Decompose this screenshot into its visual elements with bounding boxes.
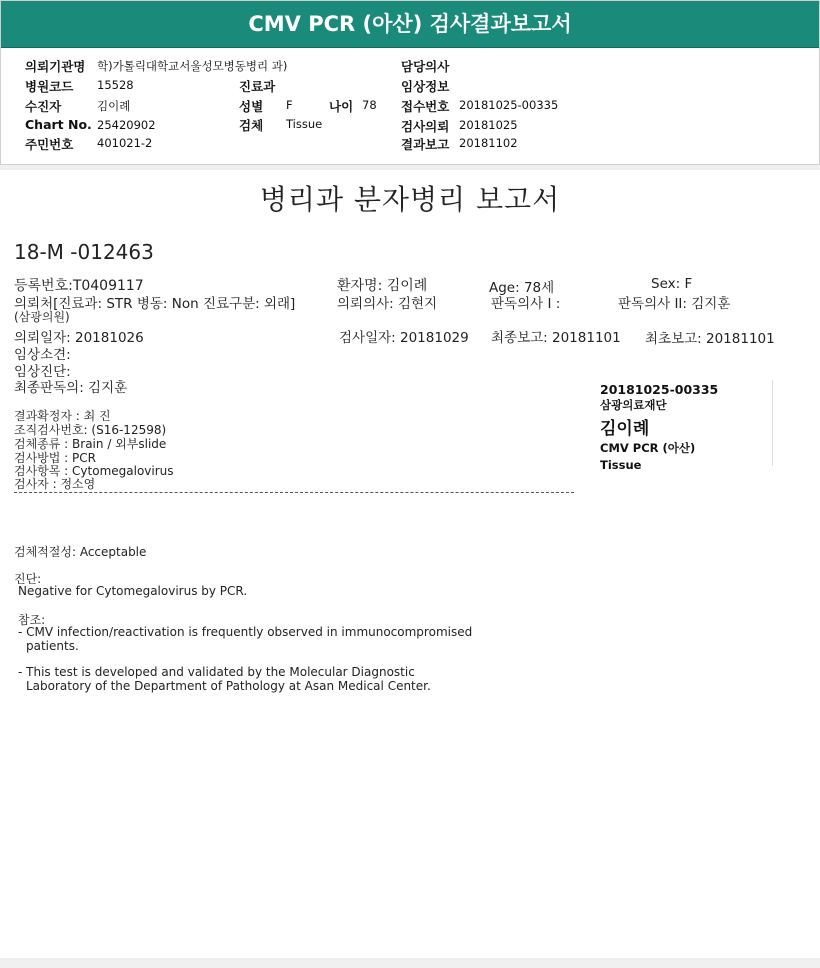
- specimen-label-stamp: [600, 382, 718, 472]
- hospital-code-label: 병원코드: [25, 79, 74, 94]
- referring-doctor: 의뢰의사: 김현지: [337, 296, 438, 312]
- stamp-patient-name: 김이례: [600, 419, 650, 439]
- request-label: 검사의뢰: [401, 119, 450, 134]
- referral-info: 의뢰처[진료과: STR 병동: Non 진료구분: 외래]: [14, 296, 296, 312]
- chart-no-value: 25420902: [97, 118, 156, 132]
- pathologist-2: 판독의사 II: 김지훈: [618, 296, 731, 312]
- reference-label: 참조:: [18, 613, 46, 627]
- specimen-adequacy: 검체적절성: Acceptable: [14, 545, 147, 559]
- stamp-border: [772, 380, 773, 466]
- reference-2-line-2: Laboratory of the Department of Pathology at Asan Medical Center.: [26, 679, 431, 693]
- report-header-title: CMV PCR (아산) 검사결과보고서: [1, 1, 819, 48]
- resident-no-value: 401021-2: [97, 136, 153, 150]
- case-number: 18-M -012463: [14, 240, 154, 264]
- patient-value: 김이례: [97, 99, 131, 113]
- sex-label: 성별: [239, 99, 264, 114]
- exam-item: 검사항목 : Cytomegalovirus: [14, 464, 174, 478]
- diagnosis-text: Negative for Cytomegalovirus by PCR.: [18, 584, 248, 598]
- stamp-lab: 삼광의료재단: [600, 398, 667, 412]
- doctor-label: 담당의사: [401, 59, 450, 74]
- reference-1-line-2: patients.: [26, 639, 79, 653]
- hospital-code-value: 15528: [97, 78, 134, 92]
- stamp-accession: 20181025-00335: [600, 382, 719, 397]
- result-confirmer: 결과확정자 : 최 진: [14, 409, 111, 423]
- result-report-label: 결과보고: [401, 137, 450, 152]
- resident-no-label: 주민번호: [25, 137, 74, 152]
- referral-clinic: (삼광의원): [14, 310, 70, 324]
- chart-no-label: Chart No.: [25, 117, 92, 132]
- age-label: 나이: [329, 99, 354, 114]
- specimen-type: 검체종류 : Brain / 외부slide: [14, 437, 167, 451]
- first-report-date: 최초보고: 20181101: [645, 331, 775, 347]
- patient-name: 환자명: 김이례: [337, 278, 428, 294]
- institution-value: 학)가톨릭대학교서울성모병동병리 과): [97, 59, 288, 73]
- tissue-exam-number: 조직검사번호: (S16-12598): [14, 423, 167, 437]
- stamp-specimen: Tissue: [600, 458, 642, 472]
- age-value: 78: [362, 98, 377, 112]
- exam-method: 검사방법 : PCR: [14, 451, 96, 465]
- pathology-report: [0, 170, 820, 958]
- sex-value: F: [286, 98, 293, 112]
- request-value: 20181025: [459, 118, 518, 132]
- dashed-divider: [14, 492, 574, 493]
- department-label: 진료과: [239, 79, 276, 94]
- reference-1-line-1: - CMV infection/reactivation is frequently observed in immunocompromised: [18, 625, 473, 639]
- patient-sex: Sex: F: [651, 276, 693, 292]
- stamp-test: CMV PCR (아산): [600, 441, 696, 455]
- specimen-label: 검체: [239, 118, 264, 133]
- specimen-value: Tissue: [286, 117, 323, 131]
- exam-date: 검사일자: 20181029: [339, 330, 469, 346]
- registration-number: 등록번호:T0409117: [14, 278, 144, 294]
- reference-2-line-1: - This test is developed and validated by the Molecular Diagnostic: [18, 665, 415, 679]
- accession-value: 20181025-00335: [459, 98, 559, 112]
- clinical-findings: 임상소견:: [14, 347, 71, 363]
- final-report-date: 최종보고: 20181101: [491, 330, 621, 346]
- clinical-diagnosis: 임상진단:: [14, 364, 71, 380]
- accession-label: 접수번호: [401, 99, 450, 114]
- institution-label: 의뢰기관명: [25, 59, 86, 74]
- report-title: 병리과 분자병리 보고서: [259, 183, 561, 216]
- request-date: 의뢰일자: 20181026: [14, 330, 144, 346]
- patient-label: 수진자: [25, 99, 62, 114]
- result-report-value: 20181102: [459, 136, 518, 150]
- examiner: 검사자 : 정소영: [14, 477, 96, 491]
- patient-age: Age: 78세: [489, 280, 555, 296]
- report-header-card: [0, 0, 820, 165]
- diagnosis-label: 진단:: [14, 572, 42, 586]
- clinical-info-label: 임상정보: [401, 79, 450, 94]
- pathologist-1: 판독의사 I :: [491, 296, 561, 312]
- final-reader: 최종판독의: 김지훈: [14, 380, 128, 396]
